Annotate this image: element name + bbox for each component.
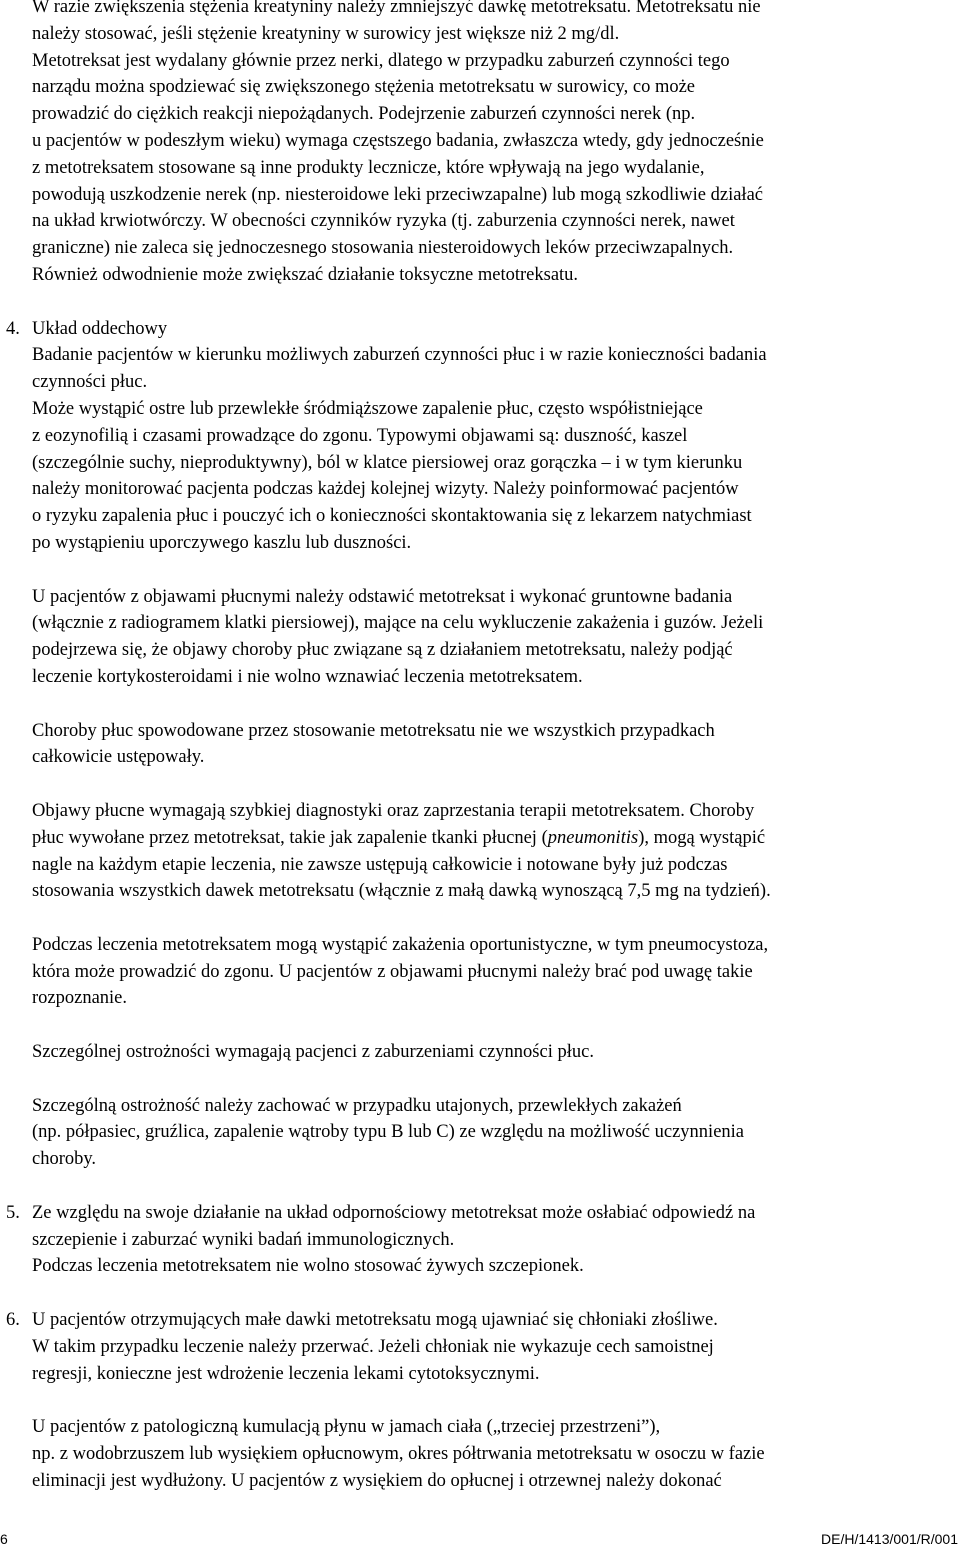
text-line: leczenie kortykosteroidami i nie wolno wznawiać leczenia metotreksatem. — [32, 666, 583, 687]
text-line: Szczególnej ostrożności wymagają pacjenci z zaburzeniami czynności płuc. — [32, 1042, 594, 1063]
text-line: U pacjentów z patologiczną kumulacją płynu w jamach ciała („trzeciej przestrzeni”), — [32, 1417, 661, 1438]
document-body — [6, 0, 944, 1521]
text-line: Choroby płuc spowodowane przez stosowanie metotreksatu nie we wszystkich przypadkach — [32, 720, 715, 741]
text-line: Badanie pacjentów w kierunku możliwych zaburzeń czynności płuc i w razie konieczności badania — [32, 345, 767, 366]
paragraph-caution-latent — [32, 1093, 944, 1173]
text-line: powodują uszkodzenie nerek (np. niesteroidowe leki przeciwzapalne) lub mogą szkodliwie działać — [32, 184, 763, 205]
paragraph-section5 — [6, 1200, 944, 1280]
paragraph-infections — [32, 932, 944, 1012]
text-line: narządu można spodziewać się zwiększonego stężenia metotreksatu w surowicy, co może — [32, 77, 696, 98]
text-line: U pacjentów otrzymujących małe dawki metotreksatu mogą ujawniać się chłoniaki złośliwe. — [32, 1310, 718, 1331]
text-line: należy stosować, jeśli stężenie kreatyniny w surowicy jest większe niż 2 mg/dl. — [32, 23, 620, 44]
paragraph-pulm-diagnostics — [32, 798, 944, 905]
section-number: 5. — [6, 1202, 20, 1223]
text-line: szczepienie i zaburzać wyniki badań immunologicznych. — [32, 1229, 455, 1250]
text-line: rozpoznanie. — [32, 988, 128, 1009]
text-line: czynności płuc. — [32, 372, 148, 393]
paragraph-pulm-diseases — [32, 718, 944, 772]
text-line: u pacjentów w podeszłym wieku) wymaga częstszego badania, zwłaszcza wtedy, gdy jednocześnie — [32, 130, 764, 151]
text-line: z metotreksatem stosowane są inne produkty lecznicze, które wpływają na jego wydalanie, — [32, 157, 705, 178]
text-line: Ze względu na swoje działanie na układ odpornościowy metotreksat może osłabiać odpowiedź na — [32, 1202, 756, 1223]
section-number: 6. — [6, 1310, 20, 1331]
paragraph-kidney — [32, 0, 944, 289]
text-line: Układ oddechowy — [32, 318, 168, 339]
text-line: regresji, konieczne jest wdrożenie leczenia lekami cytotoksycznymi. — [32, 1363, 540, 1384]
text-line: Również odwodnienie może zwiększać działanie toksyczne metotreksatu. — [32, 264, 579, 285]
section-number: 4. — [6, 318, 20, 339]
text-line: stosowania wszystkich dawek metotreksatu (włącznie z małą dawką wynoszącą 7,5 mg na tydzień). — [32, 881, 771, 902]
text-line: (włącznie z radiogramem klatki piersiowej), mające na celu wykluczenie zakażenia i guzów. Jeżeli — [32, 613, 764, 634]
text-line: Podczas leczenia metotreksatem nie wolno stosować żywych szczepionek. — [32, 1256, 584, 1277]
document-code: DE/H/1413/001/R/001 — [821, 1531, 958, 1547]
text-line: (np. półpasiec, gruźlica, zapalenie wątroby typu B lub C) ze względu na możliwość uczynnienia — [32, 1122, 745, 1143]
text-line: na układ krwiotwórczy. W obecności czynników ryzyka (tj. zaburzenia czynności nerek, nawet — [32, 211, 735, 232]
text-line: W takim przypadku leczenie należy przerwać. Jeżeli chłoniak nie wykazuje cech samoistnej — [32, 1336, 714, 1357]
text-line: Podczas leczenia metotreksatem mogą wystąpić zakażenia oportunistyczne, w tym pneumocystoza, — [32, 934, 769, 955]
text-line: np. z wodobrzuszem lub wysiękiem opłucnowym, okres półtrwania metotreksatu w osoczu w fazie — [32, 1444, 765, 1465]
text-line: Może wystąpić ostre lub przewlekłe śródmiąższowe zapalenie płuc, często współistniejące — [32, 398, 703, 419]
text-line: eliminacji jest wydłużony. U pacjentów z wysiękiem do opłucnej i otrzewnej należy dokonać — [32, 1470, 722, 1491]
text-line: płuc wywołane przez metotreksat, takie jak zapalenie tkanki płucnej (pneumonitis), mogą wystąpić — [32, 827, 766, 848]
text-line: Metotreksat jest wydalany głównie przez nerki, dlatego w przypadku zaburzeń czynności tego — [32, 50, 730, 71]
text-line: graniczne) nie zaleca się jednoczesnego stosowania niesteroidowych leków przeciwzapalnych. — [32, 238, 734, 259]
paragraph-pulm-symptoms — [32, 584, 944, 691]
text-line: podejrzewa się, że objawy choroby płuc związane są z działaniem metotreksatu, należy podjąć — [32, 640, 733, 661]
text-line: całkowicie ustępowały. — [32, 747, 205, 768]
text-line: o ryzyku zapalenia płuc i pouczyć ich o konieczności skontaktowania się z lekarzem natychmiast — [32, 506, 752, 527]
text-line: choroby. — [32, 1149, 97, 1170]
text-line: Objawy płucne wymagają szybkiej diagnostyki oraz zaprzestania terapii metotreksatem. Choroby — [32, 800, 755, 821]
page-number: 6 — [0, 1531, 8, 1547]
text-line: nagle na każdym etapie leczenia, nie zawsze ustępują całkowicie i notowane były już podczas — [32, 854, 728, 875]
text-line: po wystąpieniu uporczywego kaszlu lub duszności. — [32, 532, 412, 553]
text-line: (szczególnie suchy, nieproduktywny), ból w klatce piersiowej oraz gorączka – i w tym kierunku — [32, 452, 743, 473]
paragraph-third-space — [32, 1414, 944, 1494]
paragraph-caution-lung — [32, 1039, 944, 1066]
paragraph-section6 — [6, 1307, 944, 1387]
text-line: prowadzić do ciężkich reakcji niepożądanych. Podejrzenie zaburzeń czynności nerek (np. — [32, 104, 696, 125]
text-line: Szczególną ostrożność należy zachować w przypadku utajonych, przewlekłych zakażeń — [32, 1095, 682, 1116]
text-line: W razie zwiększenia stężenia kreatyniny należy zmniejszyć dawkę metotreksatu. Metotreksatu nie — [32, 0, 761, 17]
text-line: która może prowadzić do zgonu. U pacjentów z objawami płucnymi należy brać pod uwagę takie — [32, 961, 753, 982]
paragraph-section4 — [6, 316, 944, 557]
text-line: należy monitorować pacjenta podczas każdej kolejnej wizyty. Należy poinformować pacjentów — [32, 479, 739, 500]
text-line: z eozynofilią i czasami prowadzące do zgonu. Typowymi objawami są: duszność, kaszel — [32, 425, 688, 446]
text-line: U pacjentów z objawami płucnymi należy odstawić metotreksat i wykonać gruntowne badania — [32, 586, 733, 607]
